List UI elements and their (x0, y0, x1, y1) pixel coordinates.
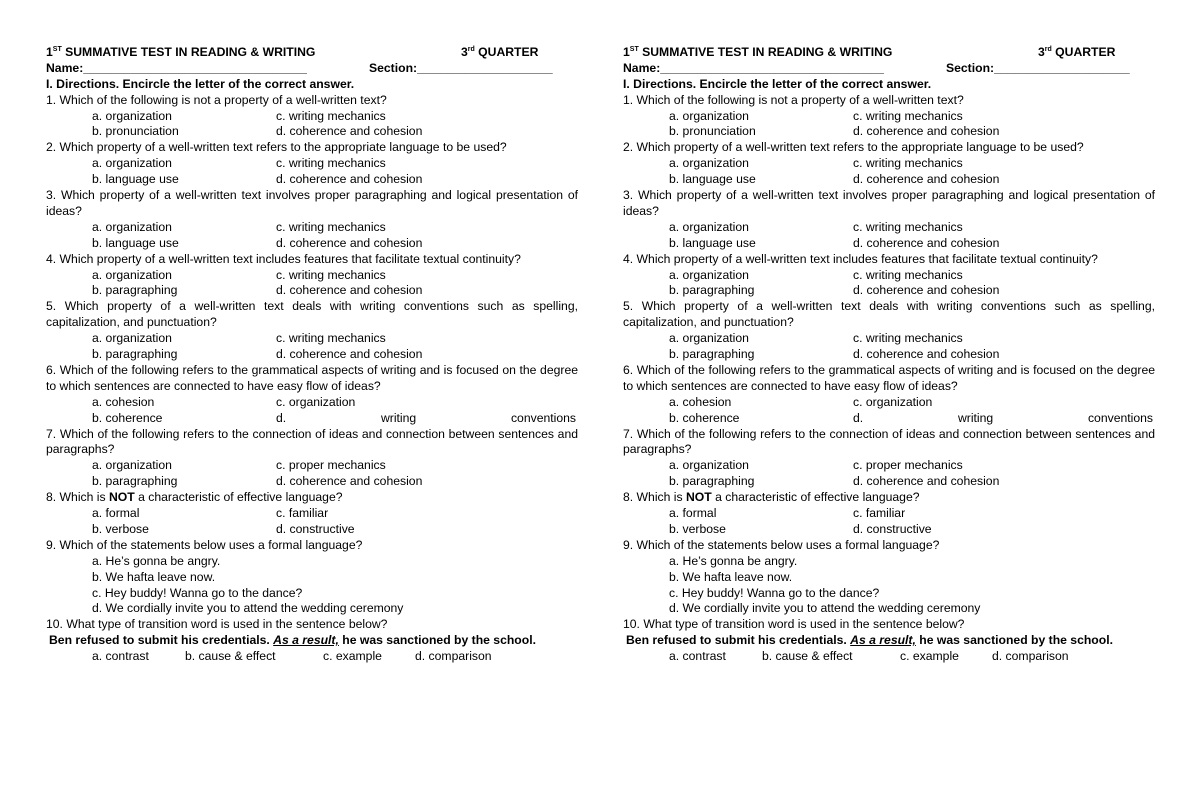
option-b[interactable]: b. We hafta leave now. (92, 569, 216, 584)
name-field[interactable]: Name:_________________________________ (623, 60, 884, 75)
quarter-label: 3rd QUARTER (461, 45, 539, 59)
name-section-row (46, 61, 578, 77)
option-b[interactable]: b. verbose (92, 521, 149, 536)
question-4: 4. Which property of a well-written text includes features that facilitate textual continuity? (46, 251, 521, 266)
option-d[interactable]: d. coherence and cohesion (853, 172, 1000, 187)
option-c[interactable]: c. Hey buddy! Wanna go to the dance? (92, 585, 303, 600)
transition-phrase: As a result, (850, 633, 916, 648)
test-title: 1ST SUMMATIVE TEST IN READING & WRITING (623, 45, 893, 59)
option-d[interactable]: d. coherence and cohesion (853, 124, 1000, 139)
name-section-row (623, 61, 1155, 77)
option-d[interactable]: d. coherence and cohesion (276, 474, 423, 489)
question-9: 9. Which of the statements below uses a formal language? (46, 537, 363, 552)
option-a[interactable]: a. organization (92, 267, 172, 282)
option-d[interactable]: d. writing conventions (276, 410, 576, 425)
question-5: 5. Which property of a well-written text deals with writing conventions such as spelling, capitalization, and punctuation? (46, 299, 578, 330)
option-d[interactable]: d. We cordially invite you to attend the wedding ceremony (92, 601, 404, 616)
question-10: 10. What type of transition word is used in the sentence below? (623, 617, 965, 632)
option-c[interactable]: c. writing mechanics (853, 331, 963, 346)
test-copy-right (623, 45, 1155, 665)
option-d[interactable]: d. coherence and cohesion (853, 283, 1000, 298)
question-3: 3. Which property of a well-written text involves proper paragraphing and logical presentation of ideas? (623, 188, 1155, 218)
option-b[interactable]: b. language use (669, 172, 756, 187)
option-a[interactable]: a. contrast (669, 649, 726, 664)
question-2: 2. Which property of a well-written text refers to the appropriate language to be used? (46, 140, 507, 155)
option-a[interactable]: a. organization (669, 108, 749, 123)
question-7: 7. Which of the following refers to the connection of ideas and connection between sentences and paragraphs? (623, 426, 1155, 457)
example-sentence: Ben refused to submit his credentials. As a result, he was sanctioned by the school. (626, 633, 1113, 648)
name-field[interactable]: Name:_________________________________ (46, 60, 307, 75)
option-d[interactable]: d. comparison (992, 649, 1069, 664)
question-4: 4. Which property of a well-written text includes features that facilitate textual continuity? (623, 251, 1098, 266)
directions: I. Directions. Encircle the letter of the correct answer. (46, 76, 355, 91)
question-8: 8. Which is NOT a characteristic of effective language? (46, 490, 343, 505)
option-c[interactable]: c. proper mechanics (853, 458, 963, 473)
transition-phrase: As a result, (273, 633, 339, 648)
option-c[interactable]: c. proper mechanics (276, 458, 386, 473)
option-b[interactable]: b. paragraphing (669, 474, 755, 489)
question-9: 9. Which of the statements below uses a formal language? (623, 537, 940, 552)
option-b[interactable]: b. paragraphing (92, 347, 178, 362)
option-d[interactable]: d. We cordially invite you to attend the wedding ceremony (669, 601, 981, 616)
option-b[interactable]: b. paragraphing (669, 283, 755, 298)
option-b[interactable]: b. cause & effect (762, 649, 853, 664)
option-c[interactable]: c. writing mechanics (276, 219, 386, 234)
question-3: 3. Which property of a well-written text involves proper paragraphing and logical presentation of ideas? (46, 188, 578, 218)
option-b[interactable]: b. verbose (669, 521, 726, 536)
test-title: 1ST SUMMATIVE TEST IN READING & WRITING (46, 45, 316, 59)
option-b[interactable]: b. We hafta leave now. (669, 569, 793, 584)
option-a[interactable]: a. organization (92, 219, 172, 234)
option-a[interactable]: a. organization (669, 331, 749, 346)
option-c[interactable]: c. writing mechanics (276, 108, 386, 123)
section-field[interactable]: Section:____________________ (369, 60, 553, 75)
option-a[interactable]: a. organization (92, 331, 172, 346)
option-a[interactable]: a. organization (92, 156, 172, 171)
option-c[interactable]: c. organization (276, 394, 356, 409)
test-header (623, 45, 1155, 61)
option-d[interactable]: d. writing conventions (853, 410, 1153, 425)
option-d[interactable]: d. constructive (853, 521, 932, 536)
option-d[interactable]: d. constructive (276, 521, 355, 536)
option-c[interactable]: c. example (900, 649, 959, 664)
option-a[interactable]: a. organization (92, 458, 172, 473)
question-8: 8. Which is NOT a characteristic of effective language? (623, 490, 920, 505)
question-6: 6. Which of the following refers to the grammatical aspects of writing and is focused on the degree to which sentences are connected to have easy flow of ideas? (623, 362, 1155, 393)
option-b[interactable]: b. pronunciation (92, 124, 179, 139)
question-2: 2. Which property of a well-written text refers to the appropriate language to be used? (623, 140, 1084, 155)
option-c[interactable]: c. writing mechanics (853, 267, 963, 282)
option-b[interactable]: b. paragraphing (92, 474, 178, 489)
option-b[interactable]: b. coherence (669, 410, 740, 425)
question-1: 1. Which of the following is not a property of a well-written text? (46, 92, 387, 107)
option-b[interactable]: b. pronunciation (669, 124, 756, 139)
option-d[interactable]: d. coherence and cohesion (276, 172, 423, 187)
option-a[interactable]: a. formal (669, 506, 717, 521)
option-b[interactable]: b. paragraphing (92, 283, 178, 298)
option-c[interactable]: c. familiar (276, 506, 329, 521)
option-d[interactable]: d. coherence and cohesion (853, 235, 1000, 250)
question-6: 6. Which of the following refers to the grammatical aspects of writing and is focused on the degree to which sentences are connected to have easy flow of ideas? (46, 362, 578, 393)
option-b[interactable]: b. coherence (92, 410, 163, 425)
option-d[interactable]: d. coherence and cohesion (276, 283, 423, 298)
option-d[interactable]: d. coherence and cohesion (276, 235, 423, 250)
question-5: 5. Which property of a well-written text deals with writing conventions such as spelling, capitalization, and punctuation? (623, 299, 1155, 330)
section-field[interactable]: Section:____________________ (946, 60, 1130, 75)
option-d[interactable]: d. comparison (415, 649, 492, 664)
option-a[interactable]: a. He’s gonna be angry. (669, 553, 798, 568)
option-b[interactable]: b. language use (92, 235, 179, 250)
option-c[interactable]: c. writing mechanics (853, 219, 963, 234)
option-a[interactable]: a. organization (669, 267, 749, 282)
option-c[interactable]: c. writing mechanics (276, 331, 386, 346)
quarter-label: 3rd QUARTER (1038, 45, 1116, 59)
option-c[interactable]: c. writing mechanics (276, 156, 386, 171)
option-d[interactable]: d. coherence and cohesion (853, 474, 1000, 489)
example-sentence: Ben refused to submit his credentials. As a result, he was sanctioned by the school. (49, 633, 536, 648)
option-a[interactable]: a. organization (669, 156, 749, 171)
option-a[interactable]: a. organization (669, 219, 749, 234)
test-copy-left (46, 45, 578, 665)
option-b[interactable]: b. cause & effect (185, 649, 276, 664)
question-1: 1. Which of the following is not a property of a well-written text? (623, 92, 964, 107)
option-a[interactable]: a. He’s gonna be angry. (92, 553, 221, 568)
option-b[interactable]: b. paragraphing (669, 347, 755, 362)
option-d[interactable]: d. coherence and cohesion (276, 347, 423, 362)
option-a[interactable]: a. organization (669, 458, 749, 473)
question-10: 10. What type of transition word is used in the sentence below? (46, 617, 388, 632)
option-b[interactable]: b. language use (669, 235, 756, 250)
question-7: 7. Which of the following refers to the connection of ideas and connection between sentences and paragraphs? (46, 426, 578, 457)
option-c[interactable]: c. familiar (853, 506, 906, 521)
option-d[interactable]: d. coherence and cohesion (276, 124, 423, 139)
option-d[interactable]: d. coherence and cohesion (853, 347, 1000, 362)
option-a[interactable]: a. organization (92, 108, 172, 123)
option-a[interactable]: a. cohesion (669, 394, 732, 409)
option-c[interactable]: c. example (323, 649, 382, 664)
option-c[interactable]: c. organization (853, 394, 933, 409)
option-a[interactable]: a. contrast (92, 649, 149, 664)
directions: I. Directions. Encircle the letter of the correct answer. (623, 76, 932, 91)
option-a[interactable]: a. cohesion (92, 394, 155, 409)
option-c[interactable]: c. Hey buddy! Wanna go to the dance? (669, 585, 880, 600)
option-c[interactable]: c. writing mechanics (853, 156, 963, 171)
test-header (46, 45, 578, 61)
option-c[interactable]: c. writing mechanics (853, 108, 963, 123)
option-b[interactable]: b. language use (92, 172, 179, 187)
option-a[interactable]: a. formal (92, 506, 140, 521)
option-c[interactable]: c. writing mechanics (276, 267, 386, 282)
